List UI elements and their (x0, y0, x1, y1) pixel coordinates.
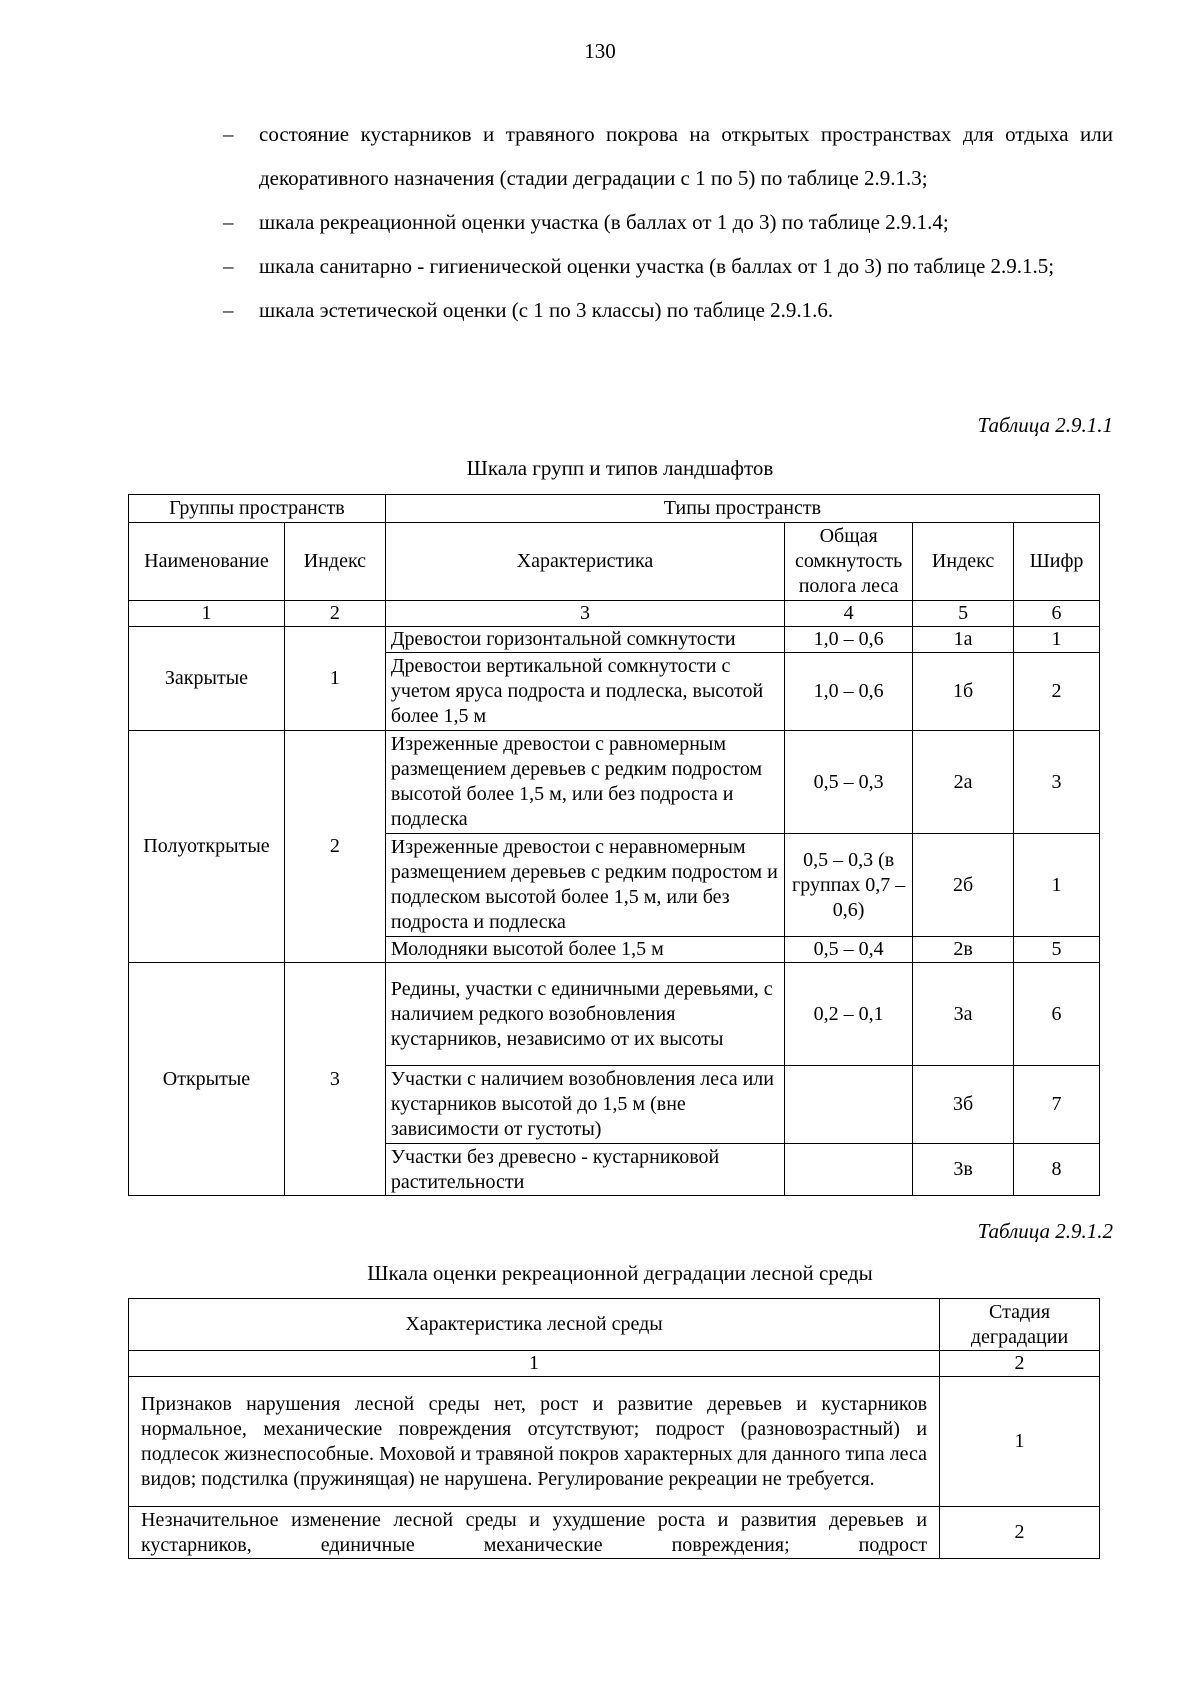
bullet-list (223, 112, 1113, 332)
column-number: 2 (940, 1351, 1100, 1377)
type-code: 1 (1014, 627, 1100, 653)
type-code: 3 (1014, 731, 1100, 834)
type-characteristic: Древостои вертикальной сомкнутости с учетом яруса подроста и подлеска, высотой более 1,5 м (385, 653, 784, 731)
col-header-density: Общая сомкнутость полога леса (785, 523, 913, 601)
type-characteristic: Участки с наличием возобновления леса или кустарников высотой до 1,5 м (вне зависимости от густоты) (385, 1066, 784, 1144)
bullet-item (223, 288, 1113, 332)
bullet-item (223, 244, 1113, 288)
type-characteristic: Молодняки высотой более 1,5 м (385, 937, 784, 963)
forest-characteristic: Признаков нарушения лесной среды нет, рост и развитие деревьев и кустарников нормальное, механические повреждения отсутствуют; подрост (разновозрастный) и подлесок жизнеспособные. Моховой и травяной покров характерных для данного типа леса видов; подстилка (пружинящая) не нарушена. Регулирование рекреации не требуется. (129, 1377, 940, 1507)
col-header-characteristic: Характеристика (385, 523, 784, 601)
degradation-stage: 1 (940, 1377, 1100, 1507)
column-number: 6 (1014, 601, 1100, 627)
table-header-row (129, 495, 1100, 523)
table1-caption: Таблица 2.9.1.1 (977, 413, 1113, 437)
bullet-text: шкала эстетической оценки (с 1 по 3 классы) по таблице 2.9.1.6. (259, 298, 834, 322)
bullet-dash: – (223, 122, 234, 146)
type-index: 3в (913, 1144, 1014, 1196)
col-header-forest-characteristic: Характеристика лесной среды (129, 1299, 940, 1351)
bullet-dash: – (223, 254, 234, 278)
degradation-table (128, 1298, 1100, 1559)
group-index: 1 (284, 627, 385, 731)
table-row (129, 1507, 1100, 1559)
col-header-code: Шифр (1014, 523, 1100, 601)
type-code: 2 (1014, 653, 1100, 731)
type-index: 2в (913, 937, 1014, 963)
column-number: 1 (129, 601, 285, 627)
group-index: 2 (284, 731, 385, 963)
table-header-row (129, 1299, 1100, 1351)
type-density (785, 1144, 913, 1196)
type-characteristic: Изреженные древостои с неравномерным размещением деревьев с редким подростом и подлеском высотой более 1,5 м, или без подроста и подлеска (385, 834, 784, 937)
forest-characteristic: Незначительное изменение лесной среды и ухудшение роста и развития деревьев и кустарников, единичные механические повреждения; подрост (129, 1507, 940, 1559)
type-index: 2б (913, 834, 1014, 937)
bullet-text: шкала санитарно - гигиенической оценки участка (в баллах от 1 до 3) по таблице 2.9.1.5; (259, 254, 1055, 278)
type-code: 1 (1014, 834, 1100, 937)
table-header-row (129, 523, 1100, 601)
type-code: 6 (1014, 963, 1100, 1066)
bullet-dash: – (223, 210, 234, 234)
type-characteristic: Изреженные древостои с равномерным размещением деревьев с редким подростом высотой более 1,5 м, или без подроста и подлеска (385, 731, 784, 834)
bullet-item (223, 200, 1113, 244)
type-density: 0,5 – 0,3 (785, 731, 913, 834)
type-index: 1а (913, 627, 1014, 653)
group-name: Полуоткрытые (129, 731, 285, 963)
col-header-stage: Стадия деградации (940, 1299, 1100, 1351)
column-number: 2 (284, 601, 385, 627)
page-number: 130 (584, 39, 616, 63)
type-density: 0,5 – 0,4 (785, 937, 913, 963)
column-number: 5 (913, 601, 1014, 627)
bullet-dash: – (223, 298, 234, 322)
table1-title: Шкала групп и типов ландшафтов (466, 456, 774, 480)
table-row (129, 731, 1100, 834)
type-density: 1,0 – 0,6 (785, 653, 913, 731)
type-code: 5 (1014, 937, 1100, 963)
type-characteristic: Участки без древесно - кустарниковой растительности (385, 1144, 784, 1196)
column-numbers-row (129, 1351, 1100, 1377)
type-index: 3б (913, 1066, 1014, 1144)
group-name: Открытые (129, 963, 285, 1196)
group-name: Закрытые (129, 627, 285, 731)
group-index: 3 (284, 963, 385, 1196)
bullet-text: шкала рекреационной оценки участка (в баллах от 1 до 3) по таблице 2.9.1.4; (259, 210, 949, 234)
type-characteristic: Древостои горизонтальной сомкнутости (385, 627, 784, 653)
col-header-index: Индекс (284, 523, 385, 601)
bullet-text: состояние кустарников и травяного покрова на открытых пространствах для отдыха или декоративного назначения (стадии деградации с 1 по 5) по таблице 2.9.1.3; (259, 122, 1113, 190)
types-header: Типы пространств (385, 495, 1099, 523)
type-index: 3а (913, 963, 1014, 1066)
type-code: 8 (1014, 1144, 1100, 1196)
table-row (129, 1377, 1100, 1507)
column-number: 3 (385, 601, 784, 627)
type-density: 1,0 – 0,6 (785, 627, 913, 653)
table2-caption: Таблица 2.9.1.2 (977, 1219, 1113, 1243)
column-number: 4 (785, 601, 913, 627)
landscape-types-table (128, 494, 1100, 1196)
table-row (129, 963, 1100, 1066)
table-row (129, 627, 1100, 653)
type-density (785, 1066, 913, 1144)
table2-title: Шкала оценки рекреационной деградации лесной среды (367, 1261, 873, 1285)
type-characteristic: Редины, участки с единичными деревьями, с наличием редкого возобновления кустарников, независимо от их высоты (385, 963, 784, 1066)
degradation-stage: 2 (940, 1507, 1100, 1559)
type-density: 0,5 – 0,3 (в группах 0,7 – 0,6) (785, 834, 913, 937)
column-number: 1 (129, 1351, 940, 1377)
column-numbers-row (129, 601, 1100, 627)
col-header-name: Наименование (129, 523, 285, 601)
bullet-item (223, 112, 1113, 200)
type-code: 7 (1014, 1066, 1100, 1144)
group-header: Группы пространств (129, 495, 386, 523)
col-header-index2: Индекс (913, 523, 1014, 601)
type-index: 2а (913, 731, 1014, 834)
type-index: 1б (913, 653, 1014, 731)
type-density: 0,2 – 0,1 (785, 963, 913, 1066)
